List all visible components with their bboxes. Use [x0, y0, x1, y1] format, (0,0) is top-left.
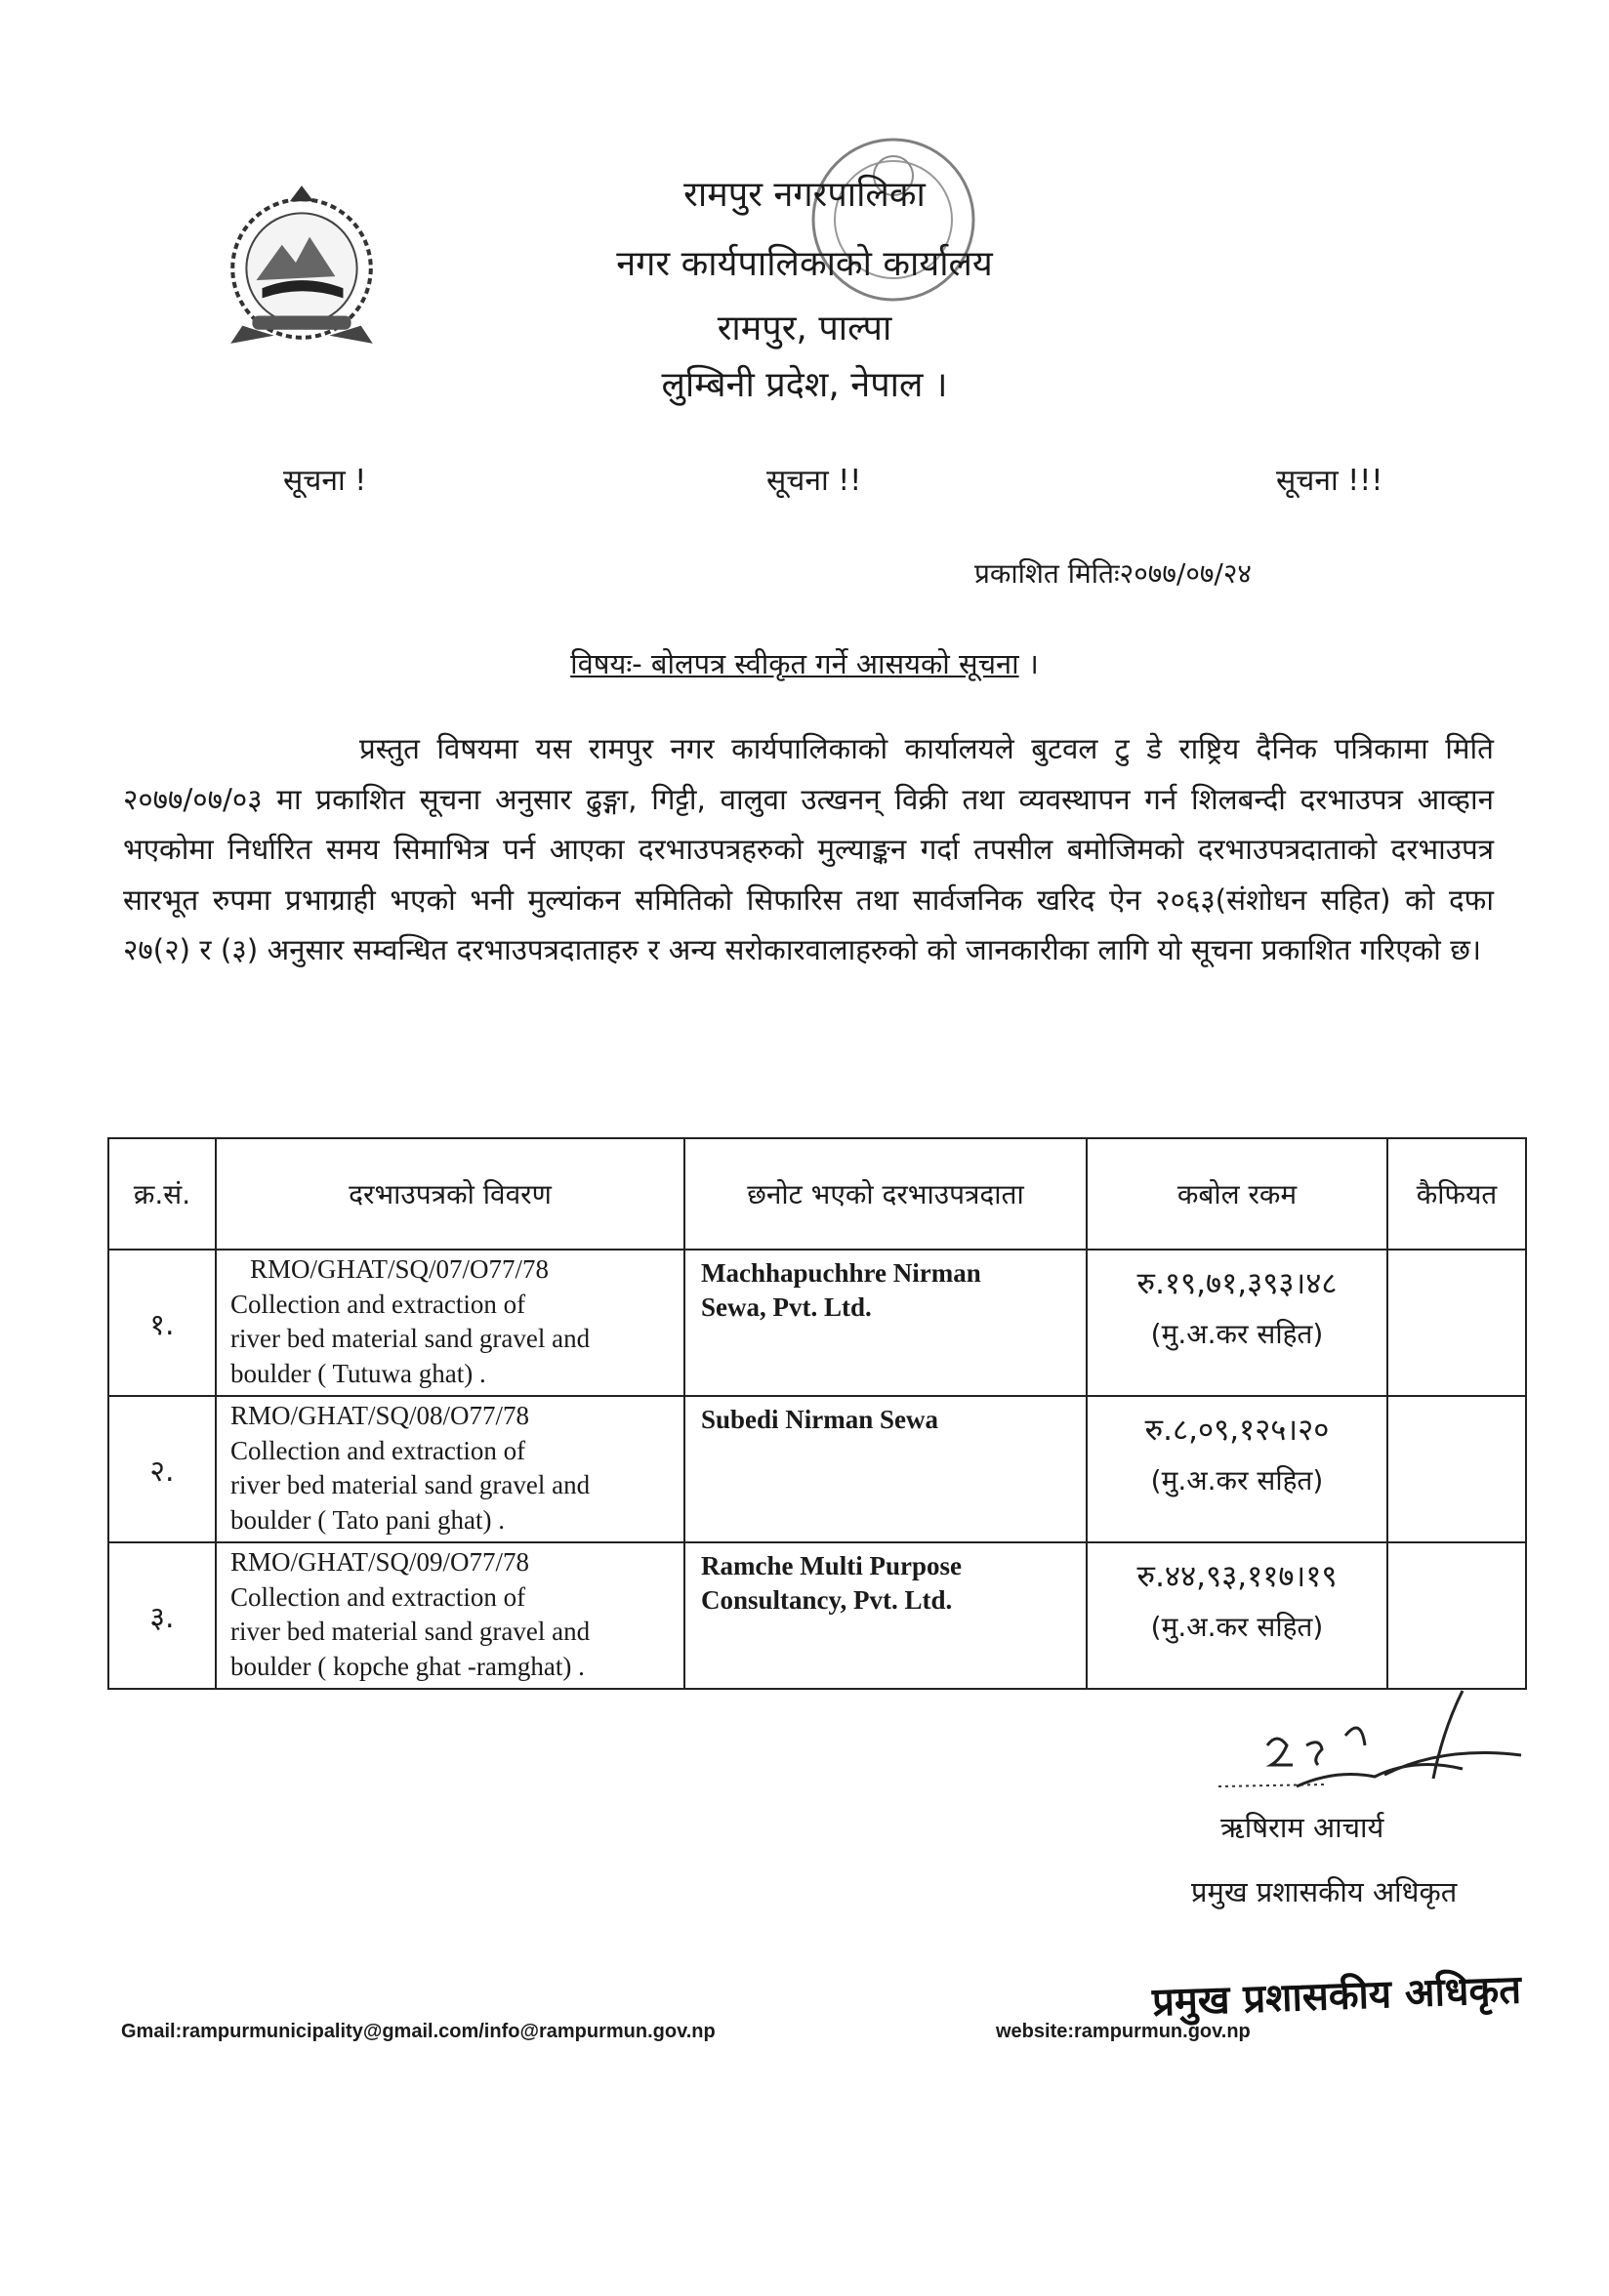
bid-table — [107, 1137, 1527, 1690]
row-remarks — [1387, 1396, 1526, 1542]
header-province: लुम्बिनी प्रदेश, नेपाल । — [661, 365, 948, 405]
header-municipality-name: रामपुर नगरपालिका — [683, 175, 926, 215]
published-date: प्रकाशित मितिः२०७७/०७/२४ — [973, 557, 1252, 590]
footer-website: website:rampurmun.gov.np — [996, 2021, 1251, 2042]
body-paragraph: प्रस्तुत विषयमा यस रामपुर नगर कार्यपालिकाको कार्यालयले बुटवल टु डे राष्ट्रिय दैनिक पत्रिकामा मिति २०७७/०७/०३ मा प्रकाशित सूचना अनुसार ढुङ्गा, गिट्टी, वालुवा उत्खनन् विक्री तथा व्यवस्थापन गर्न शिलबन्दी दरभाउपत्र आव्हान भएकोमा निर्धारित समय सिमाभित्र पर्न आएका दरभाउपत्रहरुको मुल्याङ्कन गर्दा तपसील बमोजिमको दरभाउपत्रदाताको दरभाउपत्र सारभूत रुपमा प्रभाग्राही भएको भनी मुल्यांकन समितिको सिफारिस तथा सार्वजनिक खरिद ऐन २०६३(संशोधन सहित) को दफा २७(२) र (३) अनुसार सम्वन्धित दरभाउपत्रदाताहरु र अन्य सरोकारवालाहरुको को जानकारीका लागि यो सूचना प्रकाशित गरिएको छ। — [123, 732, 1494, 966]
footer-email: Gmail:rampurmunicipality@gmail.com/info@rampurmun.gov.np — [121, 2021, 716, 2042]
row-desc-line: Collection and extraction of — [230, 1435, 526, 1465]
row-bidder-line: Machhapuchhre Nirman — [701, 1258, 981, 1288]
notice-label-3: सूचना !!! — [1276, 464, 1383, 498]
table-row — [108, 1542, 1526, 1689]
row-bidder — [684, 1396, 1087, 1542]
column-header-remarks: कैफियत — [1387, 1138, 1526, 1250]
subject-text: विषयः- बोलपत्र स्वीकृत गर्ने आसयको सूचना — [570, 647, 1019, 680]
row-bidder — [684, 1542, 1087, 1689]
row-amount — [1087, 1250, 1387, 1396]
column-header-description: दरभाउपत्रको विवरण — [216, 1138, 684, 1250]
signatory-title: प्रमुख प्रशासकीय अधिकृत — [1191, 1875, 1458, 1908]
row-amount-vat: (मु.अ.कर सहित) — [1150, 1318, 1324, 1350]
row-sn: ३. — [108, 1542, 216, 1689]
subject-line — [0, 644, 1609, 682]
row-desc-line: boulder ( kopche ghat -ramghat) . — [230, 1651, 585, 1681]
row-amount-value: रु.८,०९,१२५।२० — [1144, 1413, 1330, 1448]
row-description — [216, 1542, 684, 1689]
row-amount — [1087, 1396, 1387, 1542]
notice-label-1: सूचना ! — [283, 464, 367, 498]
row-desc-line: Collection and extraction of — [230, 1581, 526, 1612]
column-header-amount: कबोल रकम — [1087, 1138, 1387, 1250]
column-header-bidder: छनोट भएको दरभाउपत्रदाता — [684, 1138, 1087, 1250]
row-amount-vat: (मु.अ.कर सहित) — [1150, 1611, 1324, 1643]
row-bidder-line: Consultancy, Pvt. Ltd. — [701, 1585, 953, 1615]
subject-end: । — [1018, 647, 1039, 680]
row-amount — [1087, 1542, 1387, 1689]
row-desc-line: river bed material sand gravel and — [230, 1617, 591, 1646]
row-amount-value: रु.१९,७१,३९३।४८ — [1136, 1266, 1338, 1301]
row-desc-line: river bed material sand gravel and — [230, 1470, 591, 1499]
row-code: RMO/GHAT/SQ/07/O77/78 — [250, 1254, 550, 1284]
row-bidder-line: Sewa, Pvt. Ltd. — [701, 1292, 872, 1322]
row-remarks — [1387, 1542, 1526, 1689]
row-desc-line: river bed material sand gravel and — [230, 1324, 591, 1353]
row-description — [216, 1396, 684, 1542]
row-amount-value: रु.४४,९३,११७।१९ — [1136, 1559, 1338, 1594]
row-sn: १. — [108, 1250, 216, 1396]
row-desc-line: Collection and extraction of — [230, 1289, 526, 1319]
header-office-name: नगर कार्यपालिकाको कार्यालय — [616, 244, 993, 284]
row-sn: २. — [108, 1396, 216, 1542]
table-header-row — [108, 1138, 1526, 1250]
signatory-name: ऋषिराम आचार्य — [1220, 1811, 1384, 1844]
row-bidder-line: Ramche Multi Purpose — [701, 1551, 962, 1580]
row-bidder — [684, 1250, 1087, 1396]
row-remarks — [1387, 1250, 1526, 1396]
column-header-sn: क्र.सं. — [108, 1138, 216, 1250]
row-desc-line: boulder ( Tato pani ghat) . — [230, 1504, 506, 1535]
notice-label-2: सूचना !! — [766, 464, 862, 498]
handwritten-signature-icon — [1209, 1677, 1541, 1804]
header-location: रामपुर, पाल्पा — [717, 308, 892, 348]
row-bidder-line: Subedi Nirman Sewa — [701, 1405, 939, 1434]
row-amount-vat: (मु.अ.कर सहित) — [1150, 1464, 1324, 1496]
row-code: RMO/GHAT/SQ/08/O77/78 — [230, 1401, 530, 1430]
table-row — [108, 1250, 1526, 1396]
row-code: RMO/GHAT/SQ/09/O77/78 — [230, 1547, 530, 1577]
table-row — [108, 1396, 1526, 1542]
official-stamp-text: प्रमुख प्रशासकीय अधिकृत — [1151, 1966, 1522, 2026]
row-description — [216, 1250, 684, 1396]
row-desc-line: boulder ( Tutuwa ghat) . — [230, 1358, 486, 1388]
